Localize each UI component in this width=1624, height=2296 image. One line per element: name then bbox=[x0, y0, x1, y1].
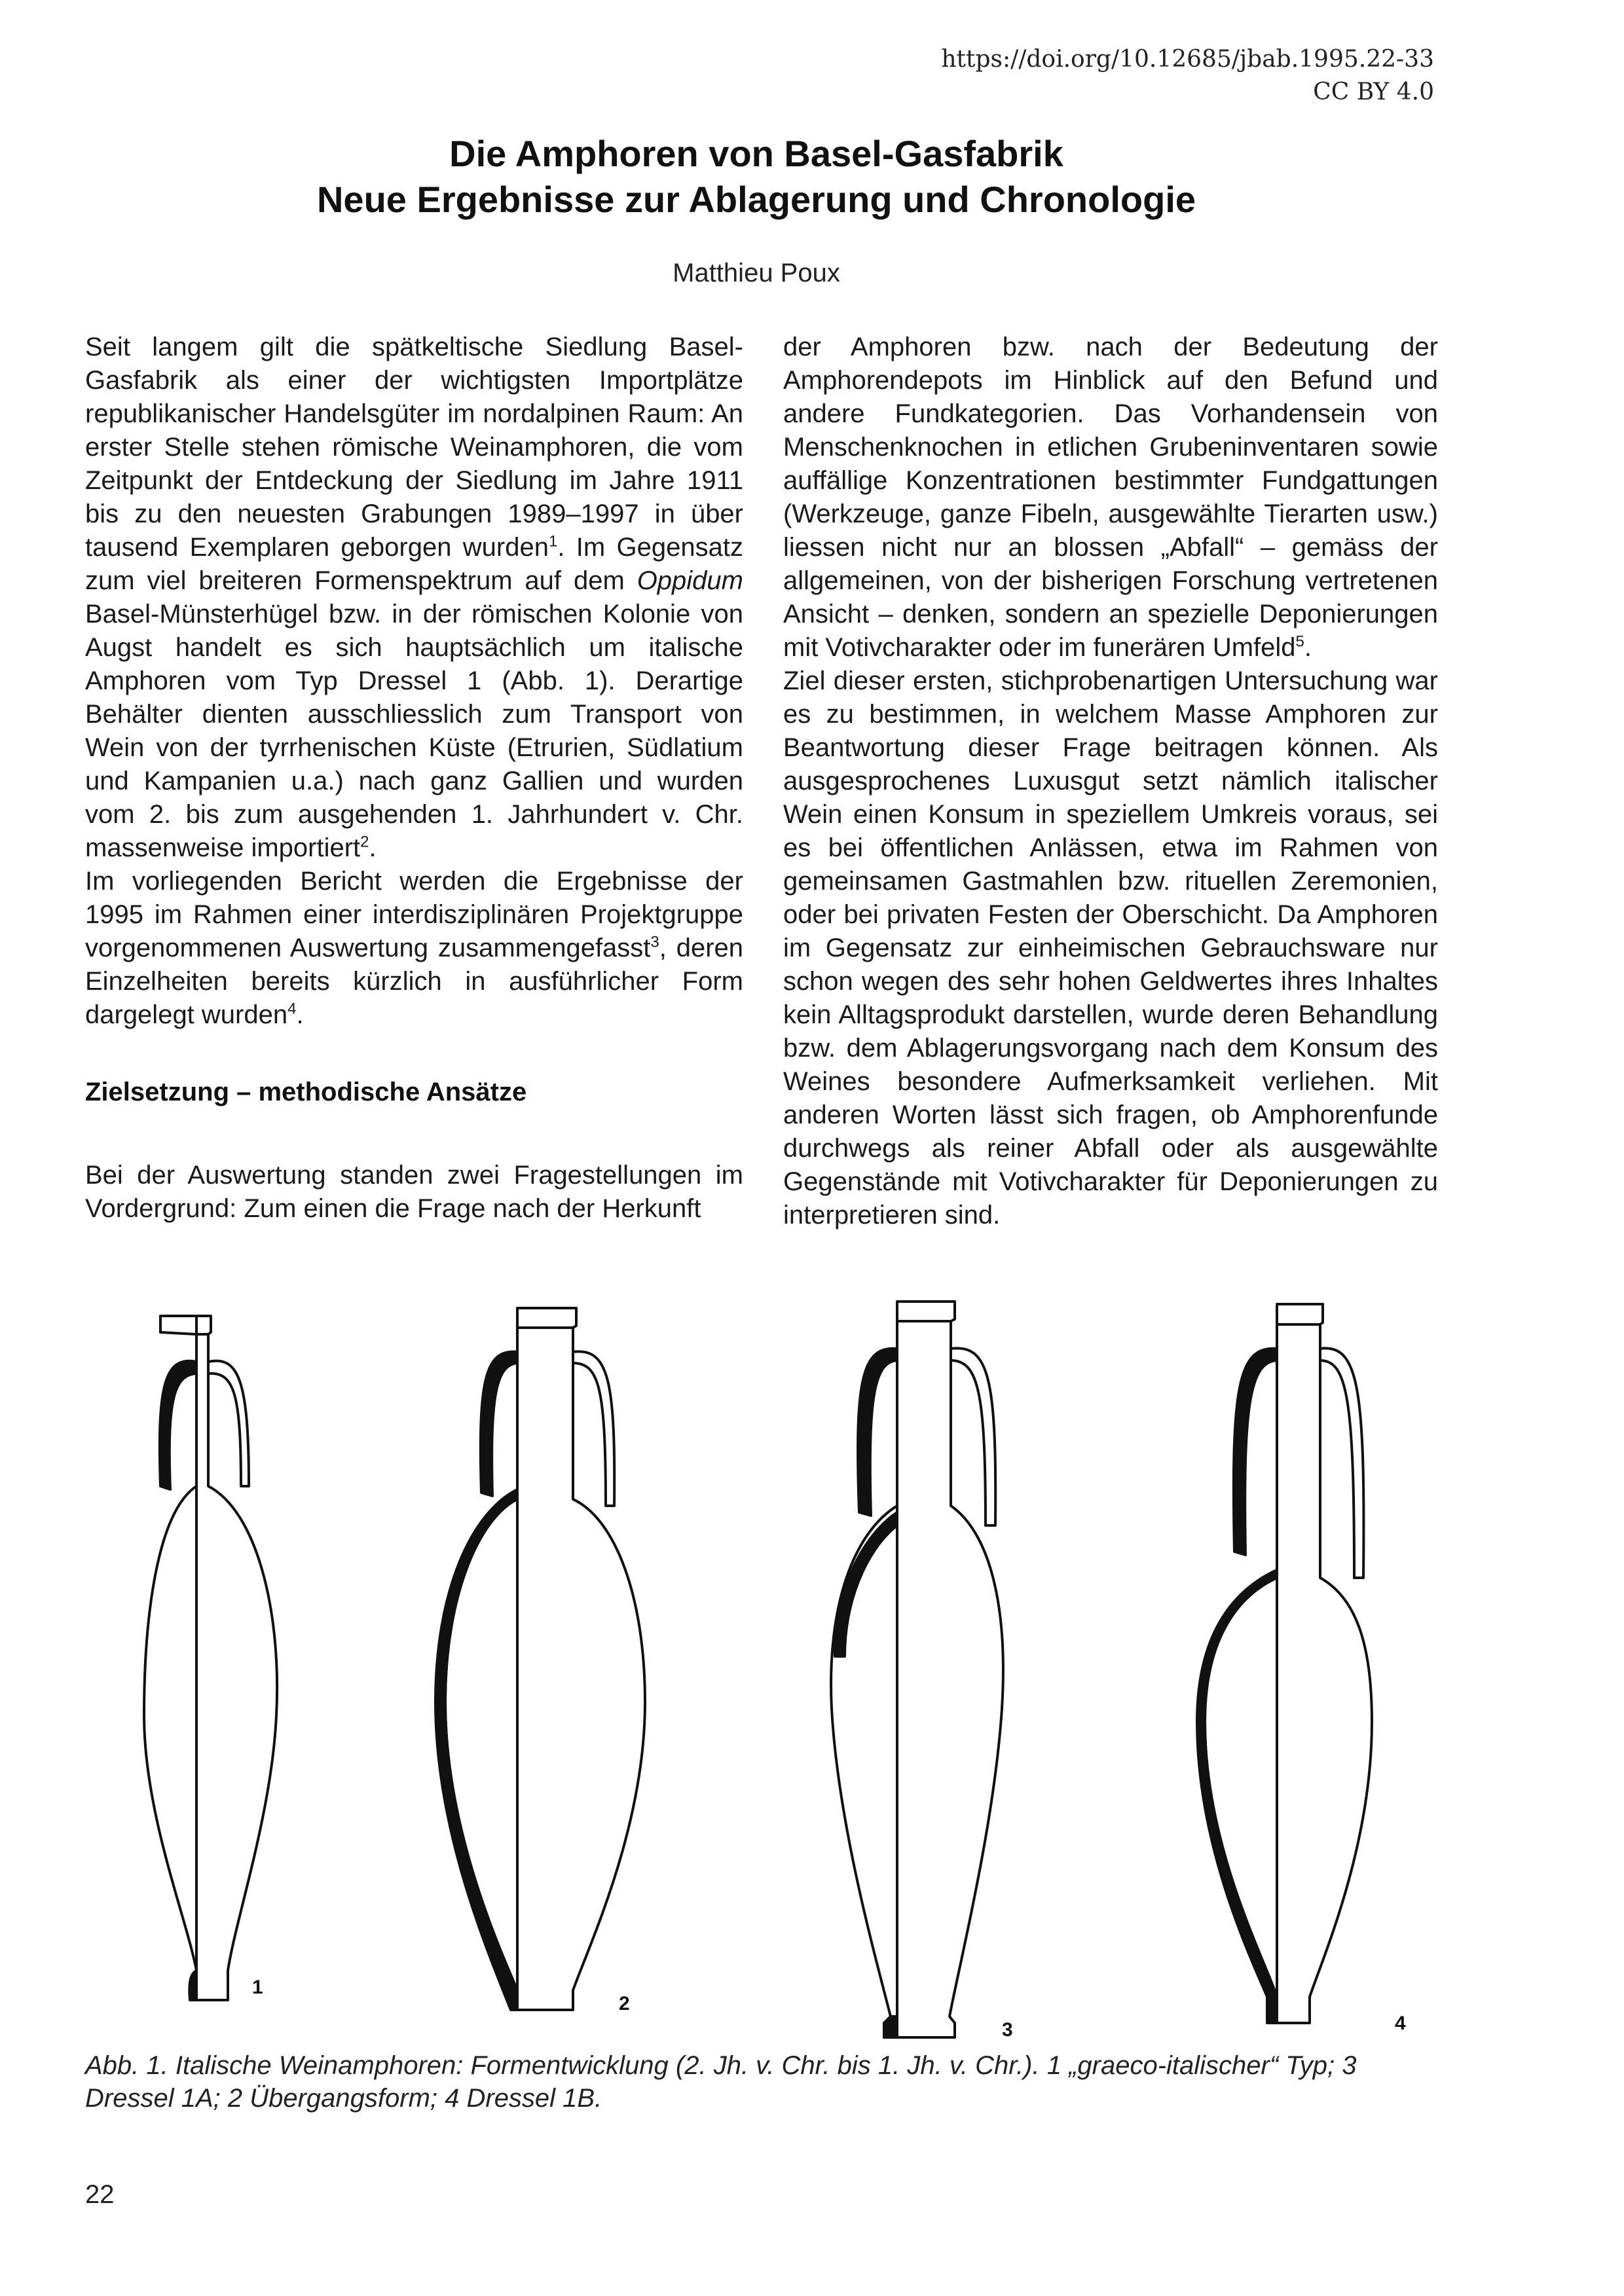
article-title bbox=[0, 131, 1513, 223]
license-label: CC BY 4.0 bbox=[1313, 79, 1434, 105]
amphora-label-1: 1 bbox=[252, 1977, 263, 1998]
page-number: 22 bbox=[85, 2180, 115, 2209]
paragraph-1-end: . bbox=[369, 833, 377, 862]
paragraph-2-end: . bbox=[296, 1000, 304, 1029]
footnote-ref-1: 1 bbox=[548, 532, 558, 551]
amphora-label-4: 4 bbox=[1395, 2013, 1406, 2034]
paragraph-1 bbox=[85, 331, 743, 865]
paragraph-4-end: . bbox=[1304, 633, 1312, 662]
figure-caption: Abb. 1. Italische Weinamphoren: Formentwicklung (2. Jh. v. Chr. bis 1. Jh. v. Chr.). 1 „graeco-italischer“ Typ; 3 Dressel 1A; 2 Übergangsform; 4 Dressel 1B. bbox=[85, 2051, 1357, 2113]
left-column-lower bbox=[85, 1159, 743, 1226]
amphora-label-3: 3 bbox=[1002, 2019, 1013, 2041]
paragraph-5: Ziel dieser ersten, stichprobenartigen Untersuchung war es zu bestimmen, in welchem Masse Amphoren zur Beantwortung dieser Frage beitragen können. Als ausgesprochenes Luxusgut setzt nämlich italischer Wein einen Konsum in speziellem Umkreis voraus, sei es bei öffentlichen Anlässen, etwa im Rahmen von gemeinsamen Gastmahlen bzw. rituellen Zeremonien, oder bei privaten Festen der Oberschicht. Da Amphoren im Gegensatz zur einheimischen Gebrauchsware nur schon wegen des sehr hohen Geldwertes ihres Inhaltes kein Alltagsprodukt darstellen, wurde deren Behandlung bzw. dem Ablagerungsvorgang nach dem Konsum des Weines besondere Aufmerksamkeit verliehen. Mit anderen Worten lässt sich fragen, ob Amphorenfunde durchwegs als reiner Abfall oder als ausgewählte Gegenstände mit Votivcharakter für Deponierungen zu interpretieren sind. bbox=[783, 666, 1438, 1230]
footnote-ref-4: 4 bbox=[287, 1000, 297, 1018]
paragraph-1-text-b: . Im Gegensatz zum viel breiteren Formenspektrum auf dem bbox=[85, 533, 743, 595]
amphora-drawing-2 bbox=[435, 1308, 645, 2010]
amphora-label-2: 2 bbox=[619, 1993, 630, 2014]
amphora-figure bbox=[92, 1290, 1467, 2041]
doi-link[interactable]: https://doi.org/10.12685/jbab.1995.22-33 bbox=[941, 46, 1434, 73]
author-name: Matthieu Poux bbox=[673, 259, 840, 287]
paragraph-1-text-a: Seit langem gilt die spätkeltische Siedlung Basel-Gasfabrik als einer der wichtigsten Importplätze republikanischer Handelsgüter im nordalpinen Raum: An erster Stelle stehen römische Weinamphoren, die vom Zeitpunkt der Entdeckung der Siedlung im Jahre 1911 bis zu den neuesten Grabungen 1989–1997 in über tausend Exemplaren geborgen wurden bbox=[85, 333, 743, 562]
title-line-1: Die Amphoren von Basel-Gasfabrik bbox=[449, 133, 1063, 174]
paragraph-4 bbox=[783, 331, 1438, 665]
left-column bbox=[85, 331, 743, 1032]
paragraph-4-text: der Amphoren bzw. nach der Bedeutung der Amphorendepots im Hinblick auf den Befund und andere Fundkategorien. Das Vorhandensein von Menschenknochen in etlichen Grubeninventaren sowie auffällige Konzentrationen bestimmter Fundgattungen (Werkzeuge, ganze Fibeln, ausgewählte Tierarten usw.) liessen nicht nur an blossen „Abfall“ – gemäss der allgemeinen, von der bisherigen Forschung vertretenen Ansicht – denken, sondern an spezielle Deponierungen mit Votivcharakter oder im funerären Umfeld bbox=[783, 333, 1438, 662]
paragraph-3: Bei der Auswertung standen zwei Fragestellungen im Vordergrund: Zum einen die Frage nach der Herkunft bbox=[85, 1161, 743, 1223]
section-heading: Zielsetzung – methodische Ansätze bbox=[85, 1078, 527, 1106]
paragraph-1-text-c: Basel-Münsterhügel bzw. in der römischen Kolonie von Augst handelt es sich hauptsächlich um italische Amphoren vom Typ Dressel 1 (Abb. 1). Derartige Behälter dienten ausschliesslich zum Transport von Wein von der tyrrhenischen Küste (Etrurien, Südlatium und Kampanien u.a.) nach ganz Gallien und wurden vom 2. bis zum ausgehenden 1. Jahrhundert v. Chr. massenweise importiert bbox=[85, 600, 743, 862]
doi-header bbox=[941, 43, 1434, 109]
title-line-2: Neue Ergebnisse zur Ablagerung und Chronologie bbox=[316, 179, 1196, 220]
amphora-drawings bbox=[92, 1290, 1467, 2041]
paragraph-1-oppidum: Oppidum bbox=[637, 566, 743, 595]
right-column bbox=[783, 331, 1438, 1232]
amphora-drawing-4 bbox=[1197, 1304, 1372, 2023]
footnote-ref-2: 2 bbox=[360, 833, 369, 851]
paragraph-2-text-b: , deren Einzelheiten bereits kürzlich in ausführlicher Form dargelegt wurden bbox=[85, 934, 744, 1029]
footnote-ref-3: 3 bbox=[650, 933, 659, 951]
paragraph-2 bbox=[85, 865, 743, 1032]
amphora-drawing-3 bbox=[831, 1302, 1003, 2037]
amphora-drawing-1 bbox=[144, 1316, 277, 2000]
footnote-ref-5: 5 bbox=[1295, 632, 1304, 651]
paragraph-2-text-a: Im vorliegenden Bericht werden die Ergebnisse der 1995 im Rahmen einer interdisziplinären Projektgruppe vorgenommenen Auswertung zusammengefasst bbox=[85, 867, 743, 962]
